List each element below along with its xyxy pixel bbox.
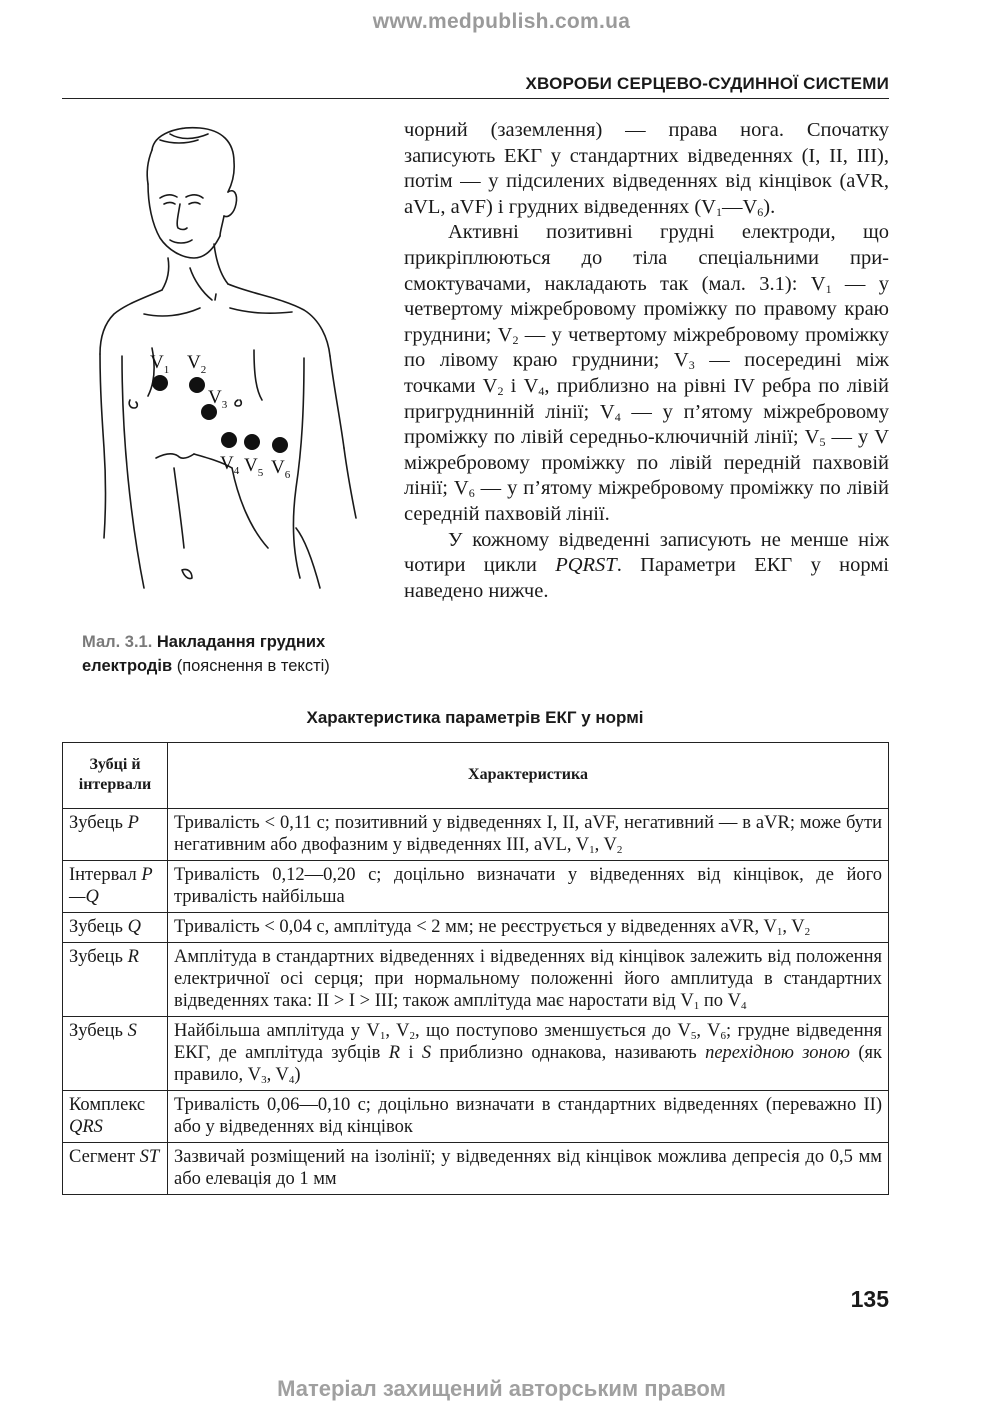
watermark-bottom: Матеріал захищений авторським правом bbox=[277, 1376, 726, 1401]
torso-outline bbox=[100, 128, 356, 588]
table-row bbox=[63, 1143, 889, 1195]
row-name: Зубець P bbox=[63, 809, 168, 861]
body-text bbox=[404, 118, 889, 604]
page-number: 135 bbox=[850, 1286, 889, 1312]
row-description: Зазвичай розміщений на ізолінії; у відведеннях від кінцівок можлива депресія до 0,5 мм або елевація до 1 мм bbox=[168, 1143, 889, 1195]
electrode-label-v6: $V_6$ bbox=[271, 457, 291, 481]
row-description: Амплітуда в стандартних відведеннях і відведеннях від кінцівок залежить від положення електричної осі серця; при нормальному положенні його амплитуда в стандартних відведеннях така: II > I > III; також амплітуда має наростати від $V_1$ по $V_4$ bbox=[168, 943, 889, 1017]
torso-illustration bbox=[82, 118, 382, 623]
row-name: Інтервал P—Q bbox=[63, 861, 168, 913]
caption-title: Накладання грудних електродів bbox=[82, 633, 326, 675]
header-rule bbox=[62, 98, 889, 99]
paragraph-3: У кожному відведенні записують не менше ніж чотири цикли PQRST. Параметри ЕКГ у нормі наведено нижче. bbox=[404, 528, 889, 602]
row-description: Тривалість < 0,11 с; позитивний у відведеннях I, II, aVF, негативний — в aVR; може бути негативним або двофазним у відведеннях III, aVL, $V_1$, $V_2$ bbox=[168, 809, 889, 861]
table-title: Характеристика параметрів ЕКГ у нормі bbox=[306, 708, 644, 727]
header-col-waves: Зубці й інтервали bbox=[63, 743, 168, 809]
electrode-v5 bbox=[244, 434, 260, 450]
electrode-label-v4: $V_4$ bbox=[220, 453, 240, 477]
row-description: Найбільша амплітуда у $V_1$, $V_2$, що поступово зменшується до $V_5$, $V_6$; грудне відведення ЕКГ, де амплітуда зубців R і S приблизно однакова, називають перехідною зоною (як правило, $V_3$, $V_4$) bbox=[168, 1017, 889, 1091]
table-row bbox=[63, 1017, 889, 1091]
row-name: Сегмент ST bbox=[63, 1143, 168, 1195]
row-name: Зубець S bbox=[63, 1017, 168, 1091]
row-description: Тривалість < 0,04 с, амплітуда < 2 мм; не реєструється у відведеннях aVR, $V_1$, $V_2$ bbox=[168, 913, 889, 943]
row-name: Комплекс QRS bbox=[63, 1091, 168, 1143]
paragraph-2: Активні позитивні грудні електроди, що прикріплюються до тіла спеціальними присмоктувачами, накладають так (мал. 3.1): $V_1$ — у четвертому міжребровому проміжку по правому краю груднини; $V_2$ — у четвертому міжребровому проміжку по лівому краю груднини; $V_3$ — посередині між точками $V_2$ і $V_4$, приблизно на рівні IV ребра по лівій пригруднинній лінії; $V_4$ — у п’ятому міжребровому проміжку по лівій середньо-ключичній лінії; $V_5$ — у V міжребровому проміжку по лівій передній пахвовій лінії; $V_6$ — у п’ятому міжребровому проміжку по лівій середній пахвовій лінії. bbox=[404, 221, 890, 525]
running-head: ХВОРОБИ СЕРЦЕВО-СУДИННОЇ СИСТЕМИ bbox=[525, 74, 889, 93]
row-name: Зубець R bbox=[63, 943, 168, 1017]
caption-label: Мал. 3.1. bbox=[82, 633, 153, 651]
electrode-v1 bbox=[152, 375, 168, 391]
electrode-label-v5: $V_5$ bbox=[244, 455, 264, 479]
electrode-v4 bbox=[221, 432, 237, 448]
electrode-v6 bbox=[272, 437, 288, 453]
row-description: Тривалість 0,12—0,20 с; доцільно визначати у відведеннях від кінцівок, де його тривалість найбільша bbox=[168, 861, 889, 913]
table-row bbox=[63, 943, 889, 1017]
table-row bbox=[63, 861, 889, 913]
paragraph-1: чорний (заземлення) — права нога. Спочатку записують ЕКГ у стандартних відведеннях (I, II, III), потім — у підсилених відведеннях від кінцівок (aVR, aVL, aVF) і грудних відведеннях $(V_1—V_6)$. bbox=[404, 119, 889, 219]
table-row bbox=[63, 809, 889, 861]
header-col-characteristic: Характеристика bbox=[168, 743, 889, 809]
table-row bbox=[63, 1091, 889, 1143]
table-header-row bbox=[63, 743, 889, 809]
watermark-top: www.medpublish.com.ua bbox=[372, 10, 631, 33]
ecg-parameters-table bbox=[62, 742, 889, 1195]
row-description: Тривалість 0,06—0,10 с; доцільно визначати в стандартних відведеннях (переважно II) або у відведеннях від кінцівок bbox=[168, 1091, 889, 1143]
figure-chest-electrodes bbox=[82, 118, 382, 623]
electrode-label-v3: $V_3$ bbox=[208, 387, 228, 411]
table-row bbox=[63, 913, 889, 943]
row-name: Зубець Q bbox=[63, 913, 168, 943]
figure-caption bbox=[82, 630, 372, 678]
caption-note: (пояснення в тексті) bbox=[176, 657, 330, 675]
electrode-label-v2: $V_2$ bbox=[187, 352, 207, 376]
electrode-v2 bbox=[189, 377, 205, 393]
electrode-label-v1: $V_1$ bbox=[150, 352, 170, 376]
